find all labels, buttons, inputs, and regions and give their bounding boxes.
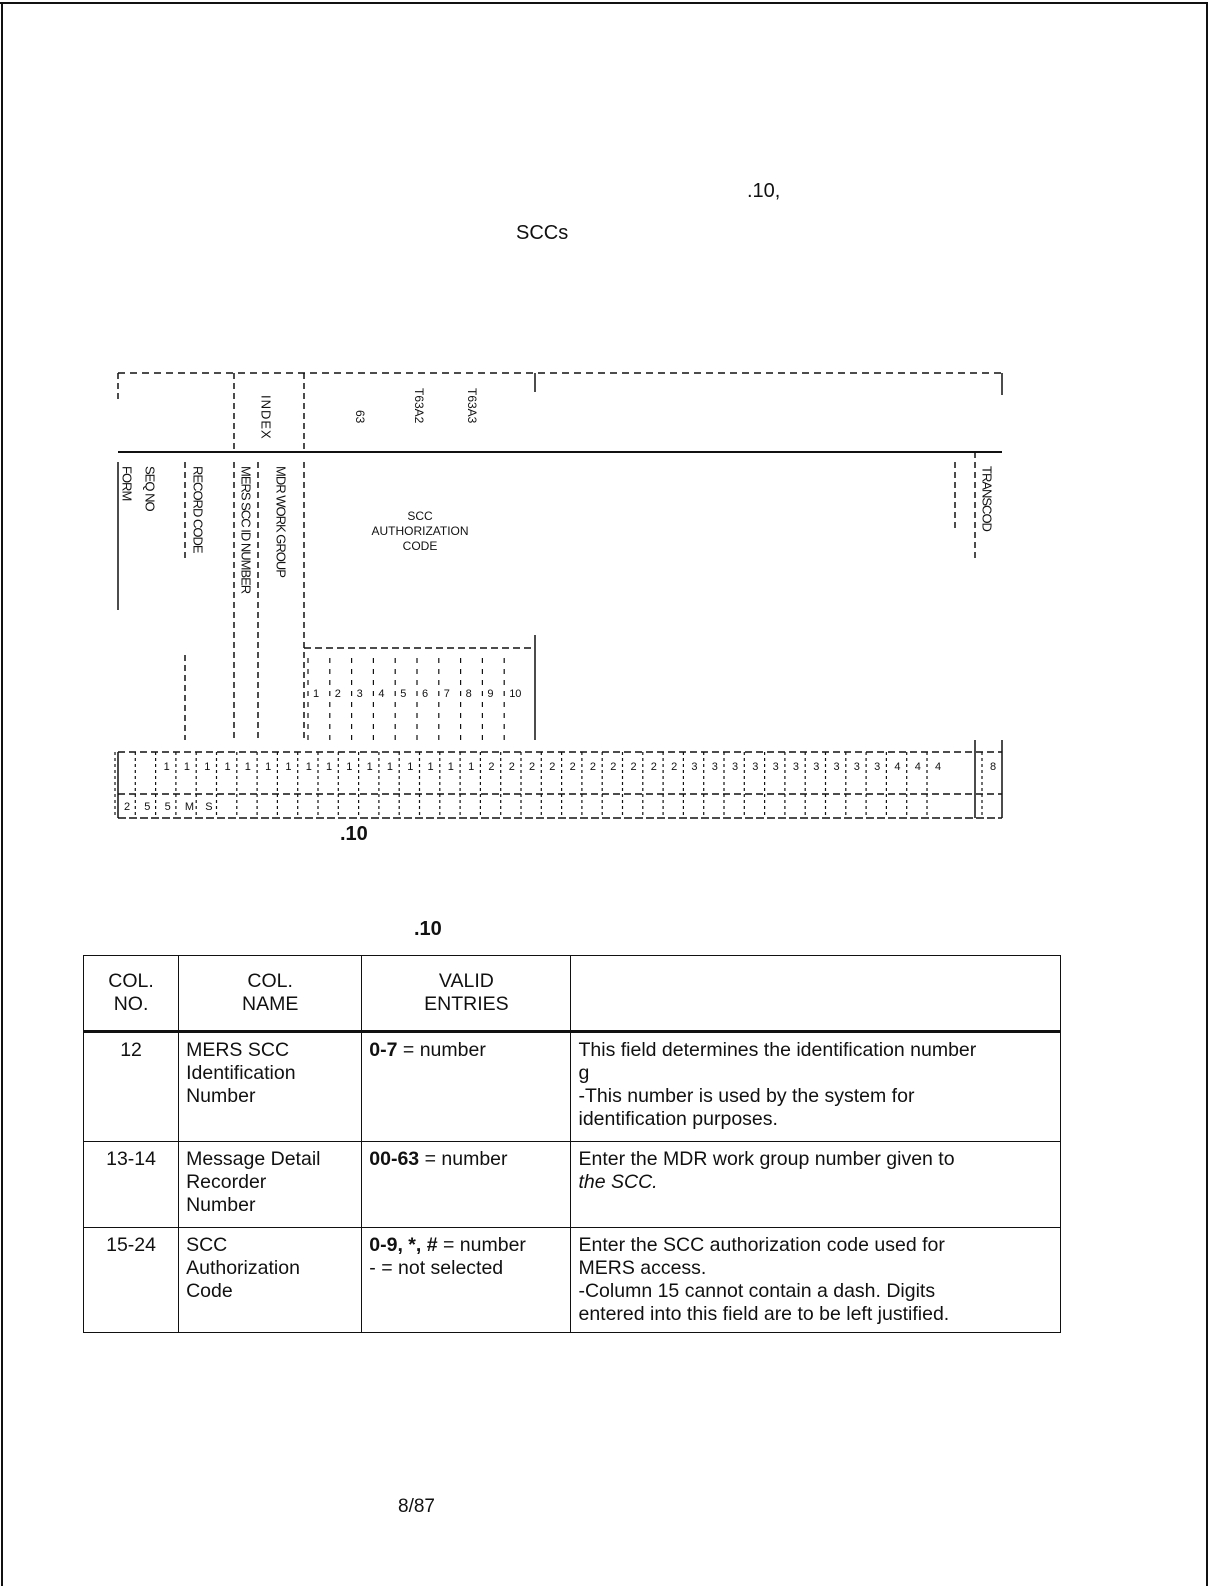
table-row <box>84 1142 1061 1228</box>
column-number-label: 3 <box>874 761 881 773</box>
cell-col-no: 13-14 <box>84 1142 179 1228</box>
cell-col-name: SCC Authorization Code <box>179 1228 362 1333</box>
column-number-label: 2 <box>508 761 515 773</box>
column-reference-table <box>83 955 1061 1333</box>
column-number-label: 1 <box>346 761 353 773</box>
field-label-seq-no: SEQ NO <box>142 466 158 511</box>
index-header-label: INDEX <box>258 395 274 440</box>
table-header-row <box>84 956 1061 1032</box>
field-label-mdr-work-group: MDR WORK GROUP <box>273 466 289 577</box>
code-digit-label: 3 <box>356 688 363 700</box>
column-number-label: 1 <box>407 761 414 773</box>
cell-valid-entries: 00-63 = number <box>362 1142 571 1228</box>
header-col-name: COL. NAME <box>179 956 362 1032</box>
cell-valid-entries: 0-7 = number <box>362 1032 571 1142</box>
text-fragment: .10, <box>747 180 781 202</box>
column-number-label: 2 <box>589 761 597 773</box>
column-number-label: 2 <box>488 761 495 773</box>
preset-character: S <box>205 801 213 813</box>
column-number-label: 4 <box>935 761 942 773</box>
column-number-label: 3 <box>833 761 840 773</box>
column-number-label: 1 <box>265 761 272 773</box>
header-col-no: COL. NO. <box>84 956 179 1032</box>
code-digit-label: 1 <box>313 688 320 700</box>
column-number-label: 3 <box>792 761 800 773</box>
field-label-form: FORM <box>119 466 135 501</box>
column-number-label: 1 <box>386 761 394 773</box>
column-number-label: 1 <box>468 761 475 773</box>
field-label-mers-scc-id: MERS SCC ID NUMBER <box>238 466 254 594</box>
column-number-label: 1 <box>285 761 292 773</box>
code-digit-label: 2 <box>334 688 341 700</box>
header-valid-entries: VALID ENTRIES <box>362 956 571 1032</box>
preset-character: 5 <box>164 801 171 813</box>
column-number-label: 1 <box>427 761 434 773</box>
column-number-label: 1 <box>204 761 211 773</box>
header-description <box>571 956 1061 1032</box>
column-number-label: 2 <box>671 761 678 773</box>
field-label-authorization: AUTHORIZATION <box>371 524 469 538</box>
column-number-label: 8 <box>990 761 997 773</box>
index-mark-t63a2: T63A2 <box>412 388 426 424</box>
cell-col-name: MERS SCC Identification Number <box>179 1032 362 1142</box>
code-digit-label: 5 <box>400 688 407 700</box>
table-row <box>84 1228 1061 1333</box>
column-number-label: 1 <box>244 761 251 773</box>
preset-character: M <box>184 801 195 813</box>
code-digit-label: 6 <box>422 688 429 700</box>
column-number-label: 3 <box>711 761 718 773</box>
column-number-label: 2 <box>630 761 637 773</box>
field-label-scc: SCC <box>407 509 433 523</box>
column-number-label: 3 <box>691 761 698 773</box>
column-number-label: 1 <box>447 761 454 773</box>
field-label-record-code: RECORD CODE <box>190 466 206 553</box>
cell-col-name: Message Detail Recorder Number <box>179 1142 362 1228</box>
column-number-label: 3 <box>752 761 759 773</box>
column-number-label: 3 <box>732 761 739 773</box>
code-digit-label: 8 <box>465 688 472 700</box>
column-number-label: 3 <box>772 761 779 773</box>
cell-col-no: 12 <box>84 1032 179 1142</box>
column-number-label: 4 <box>894 761 901 773</box>
column-number-label: 2 <box>650 761 657 773</box>
cell-col-no: 15-24 <box>84 1228 179 1333</box>
column-number-label: 1 <box>366 761 373 773</box>
page-footer: 8/87 <box>398 1496 435 1517</box>
form-caption: .10 <box>340 823 368 845</box>
cell-valid-entries: 0-9, *, # = number - = not selected <box>362 1228 571 1333</box>
cell-description: This field determines the identification number g -This number is used by the system for identification purposes. <box>571 1032 1061 1142</box>
column-number-label: 3 <box>853 761 860 773</box>
column-number-label: 3 <box>813 761 820 773</box>
table-caption: .10 <box>414 918 442 940</box>
code-digit-label: 7 <box>443 688 450 700</box>
column-number-label: 2 <box>610 761 617 773</box>
field-label-code: CODE <box>402 539 438 553</box>
code-digit-label: 9 <box>487 688 494 700</box>
table-row <box>84 1032 1061 1142</box>
text-fragment: SCCs <box>516 222 569 244</box>
cell-description: Enter the SCC authorization code used for MERS access. -Column 15 cannot contain a dash. Digits entered into this field are to be left justified. <box>571 1228 1061 1333</box>
code-digit-label: 10 <box>509 688 522 700</box>
code-digit-label: 4 <box>378 688 385 700</box>
column-number-label: 2 <box>569 761 576 773</box>
column-number-label: 1 <box>183 761 191 773</box>
column-number-label: 4 <box>914 761 921 773</box>
cell-description: Enter the MDR work group number given to the SCC. <box>571 1142 1061 1228</box>
index-mark-t63a3: T63A3 <box>465 388 479 424</box>
column-number-label: 2 <box>549 761 556 773</box>
field-label-trans-code: TRANSCOD <box>979 466 995 531</box>
preset-character: 5 <box>144 801 151 813</box>
column-number-label: 1 <box>326 761 333 773</box>
column-number-label: 1 <box>163 761 170 773</box>
index-mark-63: 63 <box>353 410 367 424</box>
column-number-label: 2 <box>529 761 536 773</box>
column-number-label: 1 <box>224 761 231 773</box>
column-number-label: 1 <box>305 761 312 773</box>
preset-character: 2 <box>124 801 131 813</box>
